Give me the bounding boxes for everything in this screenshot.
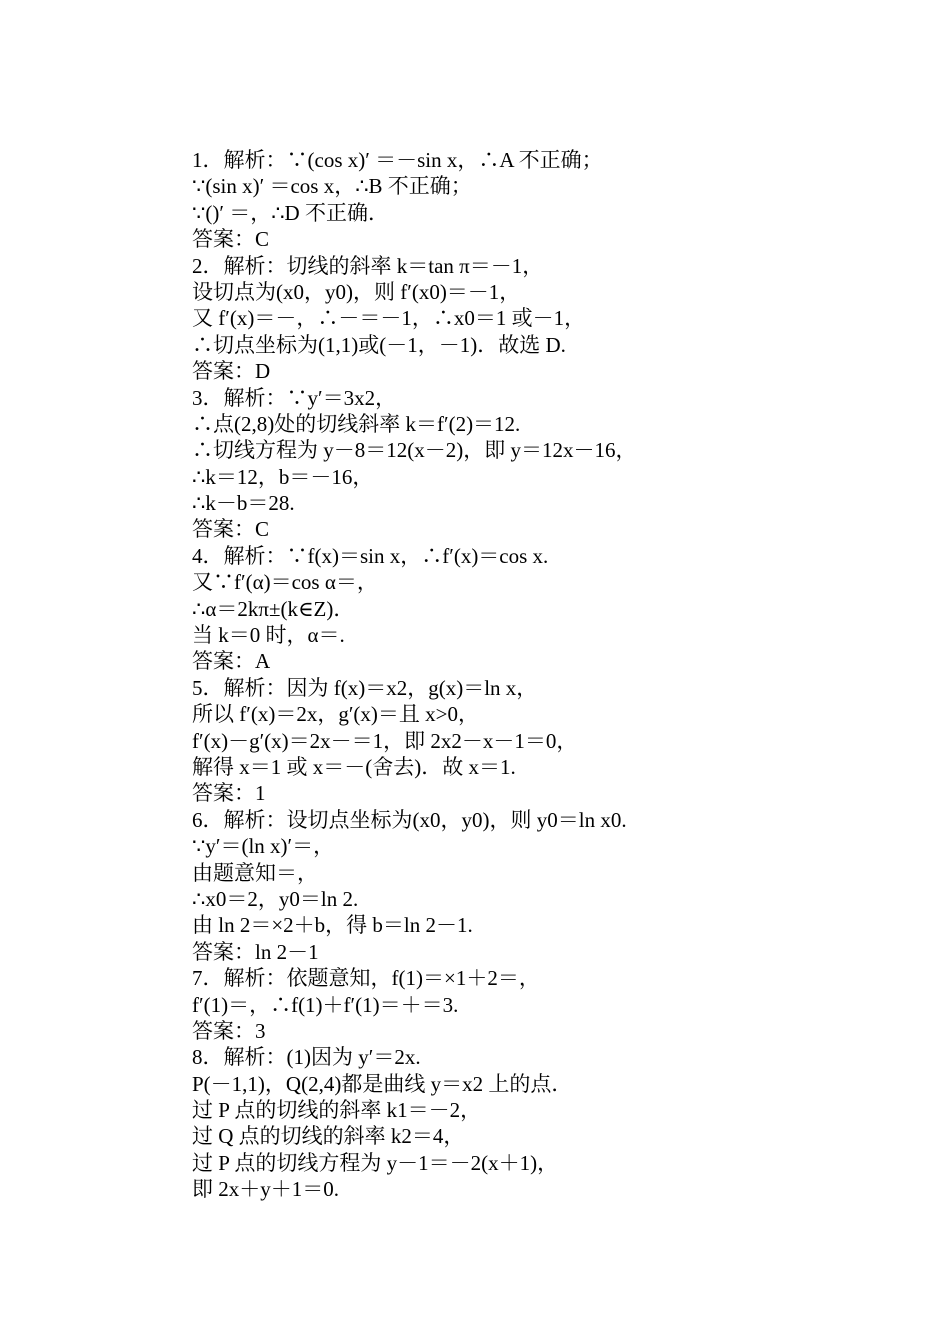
text-line: ∴k＝12，b＝－16， xyxy=(192,464,374,489)
text-line: ∴切线方程为 y－8＝12(x－2)，即 y＝12x－16， xyxy=(192,438,637,463)
text-line: f′(1)＝，∴f(1)＋f′(1)＝＋＝3. xyxy=(192,992,459,1017)
text-line: 8．解析：(1)因为 y′＝2x. xyxy=(192,1045,421,1070)
text-line: 又 f′(x)＝－，∴－＝－1，∴x0＝1 或－1， xyxy=(192,306,586,331)
text-line: 过 Q 点的切线的斜率 k2＝4， xyxy=(192,1124,465,1149)
answer-line: 答案：D xyxy=(192,359,271,384)
text-line: ∴点(2,8)处的切线斜率 k＝f′(2)＝12. xyxy=(192,411,521,436)
text-line: 当 k＝0 时，α＝. xyxy=(192,623,345,648)
text-line: 2．解析：切线的斜率 k＝tan π＝－1， xyxy=(192,253,544,278)
text-line: f′(x)－g′(x)＝2x－＝1，即 2x2－x－1＝0， xyxy=(192,728,578,753)
answer-line: 答案：3 xyxy=(192,1018,266,1043)
text-line: ∴k－b＝28. xyxy=(192,491,295,516)
text-line: 设切点为(x0，y0)，则 f′(x0)＝－1， xyxy=(192,279,521,304)
text-line: 7．解析：依题意知，f(1)＝×1＋2＝， xyxy=(192,966,540,991)
text-line: ∴x0＝2，y0＝ln 2. xyxy=(192,886,359,911)
text-line: ∵y′＝(ln x)′＝， xyxy=(192,834,335,859)
answer-line: 答案：1 xyxy=(192,781,266,806)
text-line: 3．解析：∵y′＝3x2， xyxy=(192,385,397,410)
text-line: ∴切点坐标为(1,1)或(－1，－1)．故选 D. xyxy=(192,332,566,357)
text-line: 5．解析：因为 f(x)＝x2，g(x)＝ln x， xyxy=(192,675,538,700)
text-line: 解得 x＝1 或 x＝－(舍去)．故 x＝1. xyxy=(192,754,516,779)
text-line: 所以 f′(x)＝2x，g′(x)＝且 x>0， xyxy=(192,702,479,727)
text-line: ∵()′ ＝，∴D 不正确． xyxy=(192,200,389,225)
text-line: 过 P 点的切线的斜率 k1＝－2， xyxy=(192,1098,482,1123)
text-line: ∵(sin x)′ ＝cos x，∴B 不正确； xyxy=(192,174,472,199)
solution-text xyxy=(192,147,912,1203)
answer-line: 答案：ln 2－1 xyxy=(192,939,319,964)
answer-line: 答案：A xyxy=(192,649,271,674)
text-line: 1．解析：∵(cos x)′ ＝－sin x，∴A 不正确； xyxy=(192,148,603,172)
text-line: 过 P 点的切线方程为 y－1＝－2(x＋1)， xyxy=(192,1150,559,1175)
text-line: 由 ln 2＝×2＋b，得 b＝ln 2－1. xyxy=(192,913,473,938)
text-line: 4．解析：∵f(x)＝sin x，∴f′(x)＝cos x. xyxy=(192,543,549,568)
answer-line: 答案：C xyxy=(192,227,270,252)
text-line: P(－1,1)，Q(2,4)都是曲线 y＝x2 上的点． xyxy=(192,1071,573,1096)
text-line: 即 2x＋y＋1＝0. xyxy=(192,1177,339,1202)
text-line: ∴α＝2kπ±(k∈Z)． xyxy=(192,596,355,621)
text-line: 又∵f′(α)＝cos α＝， xyxy=(192,570,378,595)
text-line: 由题意知＝， xyxy=(192,860,318,885)
text-line: 6．解析：设切点坐标为(x0，y0)，则 y0＝ln x0. xyxy=(192,807,627,832)
answer-line: 答案：C xyxy=(192,517,270,542)
